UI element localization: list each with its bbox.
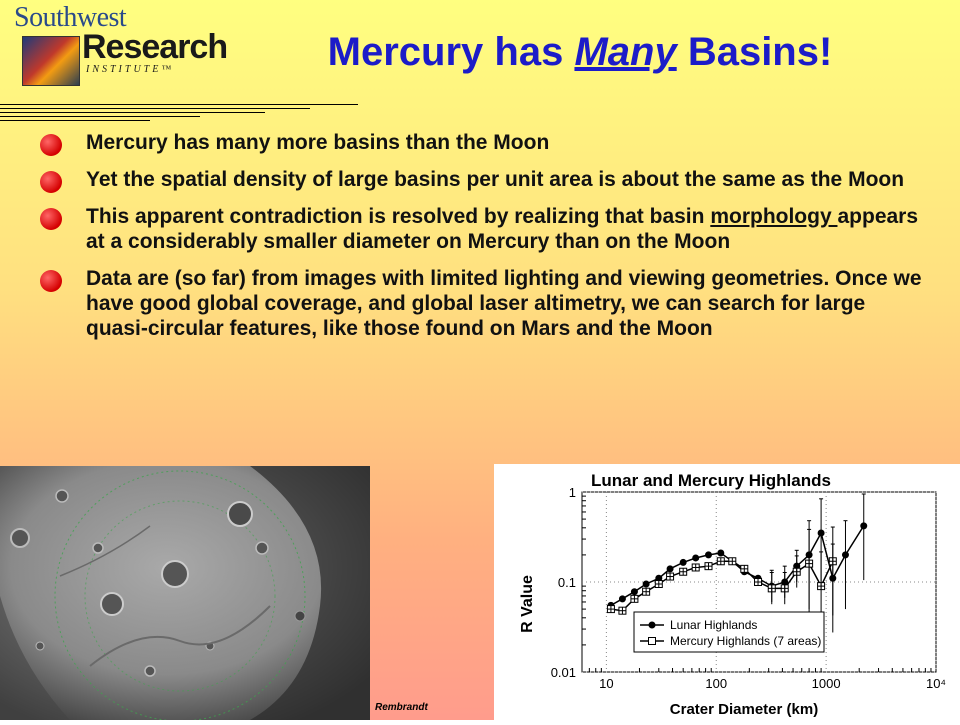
- x-tick-label: 100: [705, 676, 728, 691]
- decor-rule-1: [0, 104, 358, 105]
- x-tick-label: 10⁴: [925, 676, 947, 691]
- bullet-text: Data are (so far) from images with limited lighting and viewing geometries. Once we have good global coverage, and global laser altimetry, we can search for large quasi-circular features, like those found on Mars and the Moon: [86, 267, 922, 340]
- bullet-item: [36, 266, 926, 341]
- title-emphasis: Many: [574, 30, 677, 74]
- rembrandt-basin-image: [0, 466, 370, 720]
- bullet-text: Yet the spatial density of large basins per unit area is about the same as the Moon: [86, 168, 905, 191]
- title-post: Basins!: [676, 30, 833, 74]
- lunar-data-point: [643, 581, 650, 588]
- legend-label: Lunar Highlands: [670, 618, 758, 632]
- legend-marker: [649, 638, 656, 645]
- bullet-list: [36, 130, 926, 353]
- legend-marker: [649, 622, 656, 629]
- title-pre: Mercury has: [327, 30, 575, 74]
- lunar-data-point: [692, 554, 699, 561]
- r-plot-chart: [494, 464, 960, 720]
- logo-text-top: Southwest: [14, 2, 127, 33]
- y-axis-label: R Value: [519, 575, 536, 633]
- bullet-text-pre: This apparent contradiction is resolved by realizing that basin: [86, 205, 711, 228]
- bullet-dot: [40, 134, 62, 156]
- x-tick-label: 10: [599, 676, 614, 691]
- bullet-item: [36, 167, 926, 192]
- image-credit: Rembrandt: [375, 702, 428, 713]
- decor-rule-2: [0, 108, 310, 109]
- crater-image-svg: [0, 466, 370, 720]
- plot-area: [551, 485, 946, 691]
- y-tick-label: 0.01: [550, 665, 576, 680]
- bullet-dot: [40, 270, 62, 292]
- lunar-data-point: [717, 550, 724, 557]
- bullet-text-underlined: morphology: [710, 205, 838, 228]
- logo-image: [22, 36, 80, 86]
- bullet-dot: [40, 208, 62, 230]
- x-tick-label: 1000: [811, 676, 841, 691]
- lunar-data-point: [705, 551, 712, 558]
- legend-label: Mercury Highlands (7 areas): [670, 634, 822, 648]
- lunar-data-point: [667, 565, 674, 572]
- logo-text-sub: INSTITUTE™: [86, 64, 175, 75]
- lunar-data-point: [619, 595, 626, 602]
- bullet-text: Mercury has many more basins than the Moon: [86, 131, 550, 154]
- bullet-text-post: appears at a considerably smaller diameter on Mercury than on the Moon: [86, 205, 919, 253]
- y-tick-label: 1: [568, 485, 576, 500]
- decor-rule-4: [0, 116, 200, 117]
- chart-panel: [494, 464, 960, 720]
- decor-rule-3: [0, 112, 265, 113]
- bullet-item: [36, 204, 926, 254]
- logo-text-main: Research: [82, 28, 228, 66]
- x-axis-label: Crater Diameter (km): [669, 701, 819, 718]
- lunar-data-point: [631, 588, 638, 595]
- bullet-dot: [40, 171, 62, 193]
- y-tick-label: 0.1: [557, 575, 576, 590]
- bullet-item: [36, 130, 926, 155]
- chart-title: Lunar and Mercury Highlands: [591, 471, 831, 490]
- lunar-data-point: [680, 559, 687, 566]
- slide-title: [240, 30, 920, 75]
- decor-rule-5: [0, 120, 150, 121]
- swri-logo: [8, 2, 228, 92]
